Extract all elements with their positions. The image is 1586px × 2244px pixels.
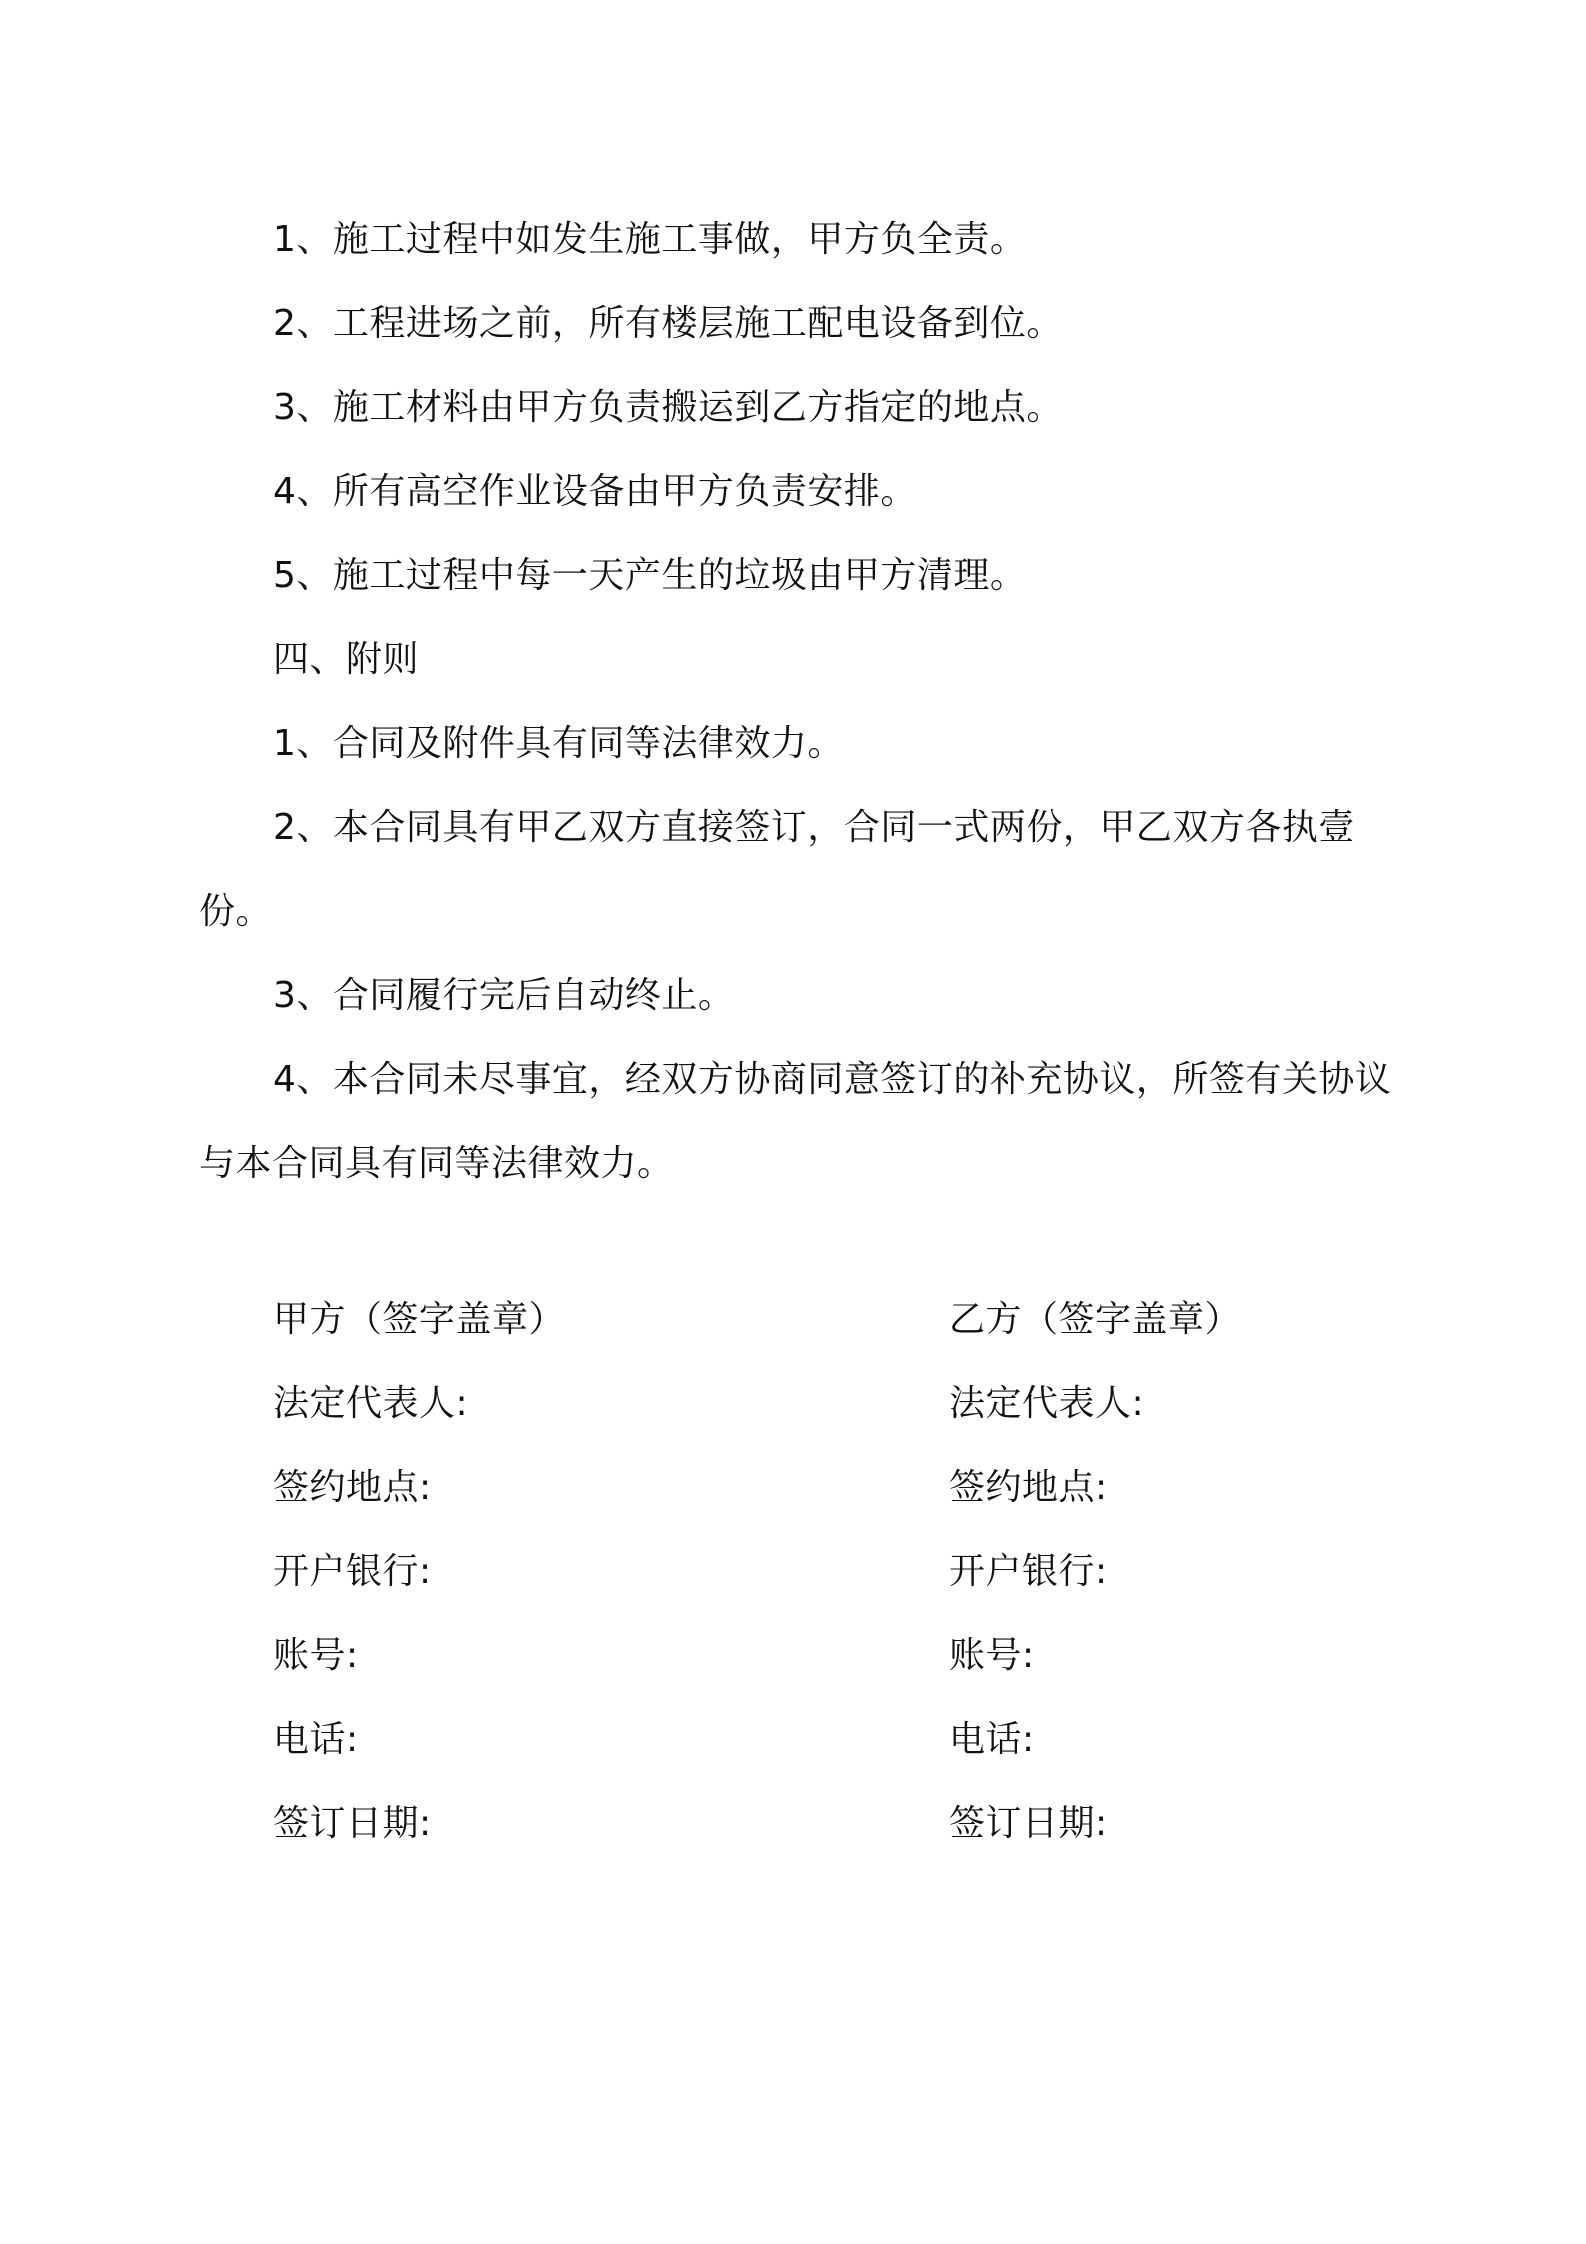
contract-body [199, 198, 1403, 1206]
party-b-title: 乙方（签字盖章） [949, 1299, 1242, 1340]
party-b-phone: 电话: [949, 1719, 1035, 1760]
party-b-account: 账号: [949, 1635, 1035, 1676]
party-a-signing-date: 签订日期: [273, 1803, 432, 1844]
party-b-legal-representative: 法定代表人: [949, 1383, 1145, 1424]
party-b-signature-block [949, 1278, 1241, 1866]
clause-1: 1、施工过程中如发生施工事做，甲方负全责。 [273, 219, 1027, 260]
appendix-clause-1: 1、合同及附件具有同等法律效力。 [273, 723, 844, 764]
appendix-clause-2: 2、本合同具有甲乙双方直接签订，合同一式两份，甲乙双方各执壹份。 [199, 807, 1355, 932]
appendix-clause-3: 3、合同履行完后自动终止。 [273, 975, 735, 1016]
party-b-signing-date: 签订日期: [949, 1803, 1108, 1844]
party-a-account: 账号: [273, 1635, 359, 1676]
party-b-bank: 开户银行: [949, 1551, 1108, 1592]
party-a-bank: 开户银行: [273, 1551, 432, 1592]
party-a-phone: 电话: [273, 1719, 359, 1760]
party-a-signing-place: 签约地点: [273, 1467, 432, 1508]
clause-3: 3、施工材料由甲方负责搬运到乙方指定的地点。 [273, 387, 1063, 428]
clause-5: 5、施工过程中每一天产生的垃圾由甲方清理。 [273, 555, 1027, 596]
section-heading-appendix: 四、附则 [273, 639, 420, 680]
clause-2: 2、工程进场之前，所有楼层施工配电设备到位。 [273, 303, 1063, 344]
party-b-signing-place: 签约地点: [949, 1467, 1108, 1508]
party-a-title: 甲方（签字盖章） [273, 1299, 566, 1340]
party-a-signature-block [273, 1278, 565, 1866]
clause-4: 4、所有高空作业设备由甲方负责安排。 [273, 471, 917, 512]
party-a-legal-representative: 法定代表人: [273, 1383, 469, 1424]
appendix-clause-4: 4、本合同未尽事宜，经双方协商同意签订的补充协议，所签有关协议与本合同具有同等法律效力。 [199, 1059, 1392, 1184]
